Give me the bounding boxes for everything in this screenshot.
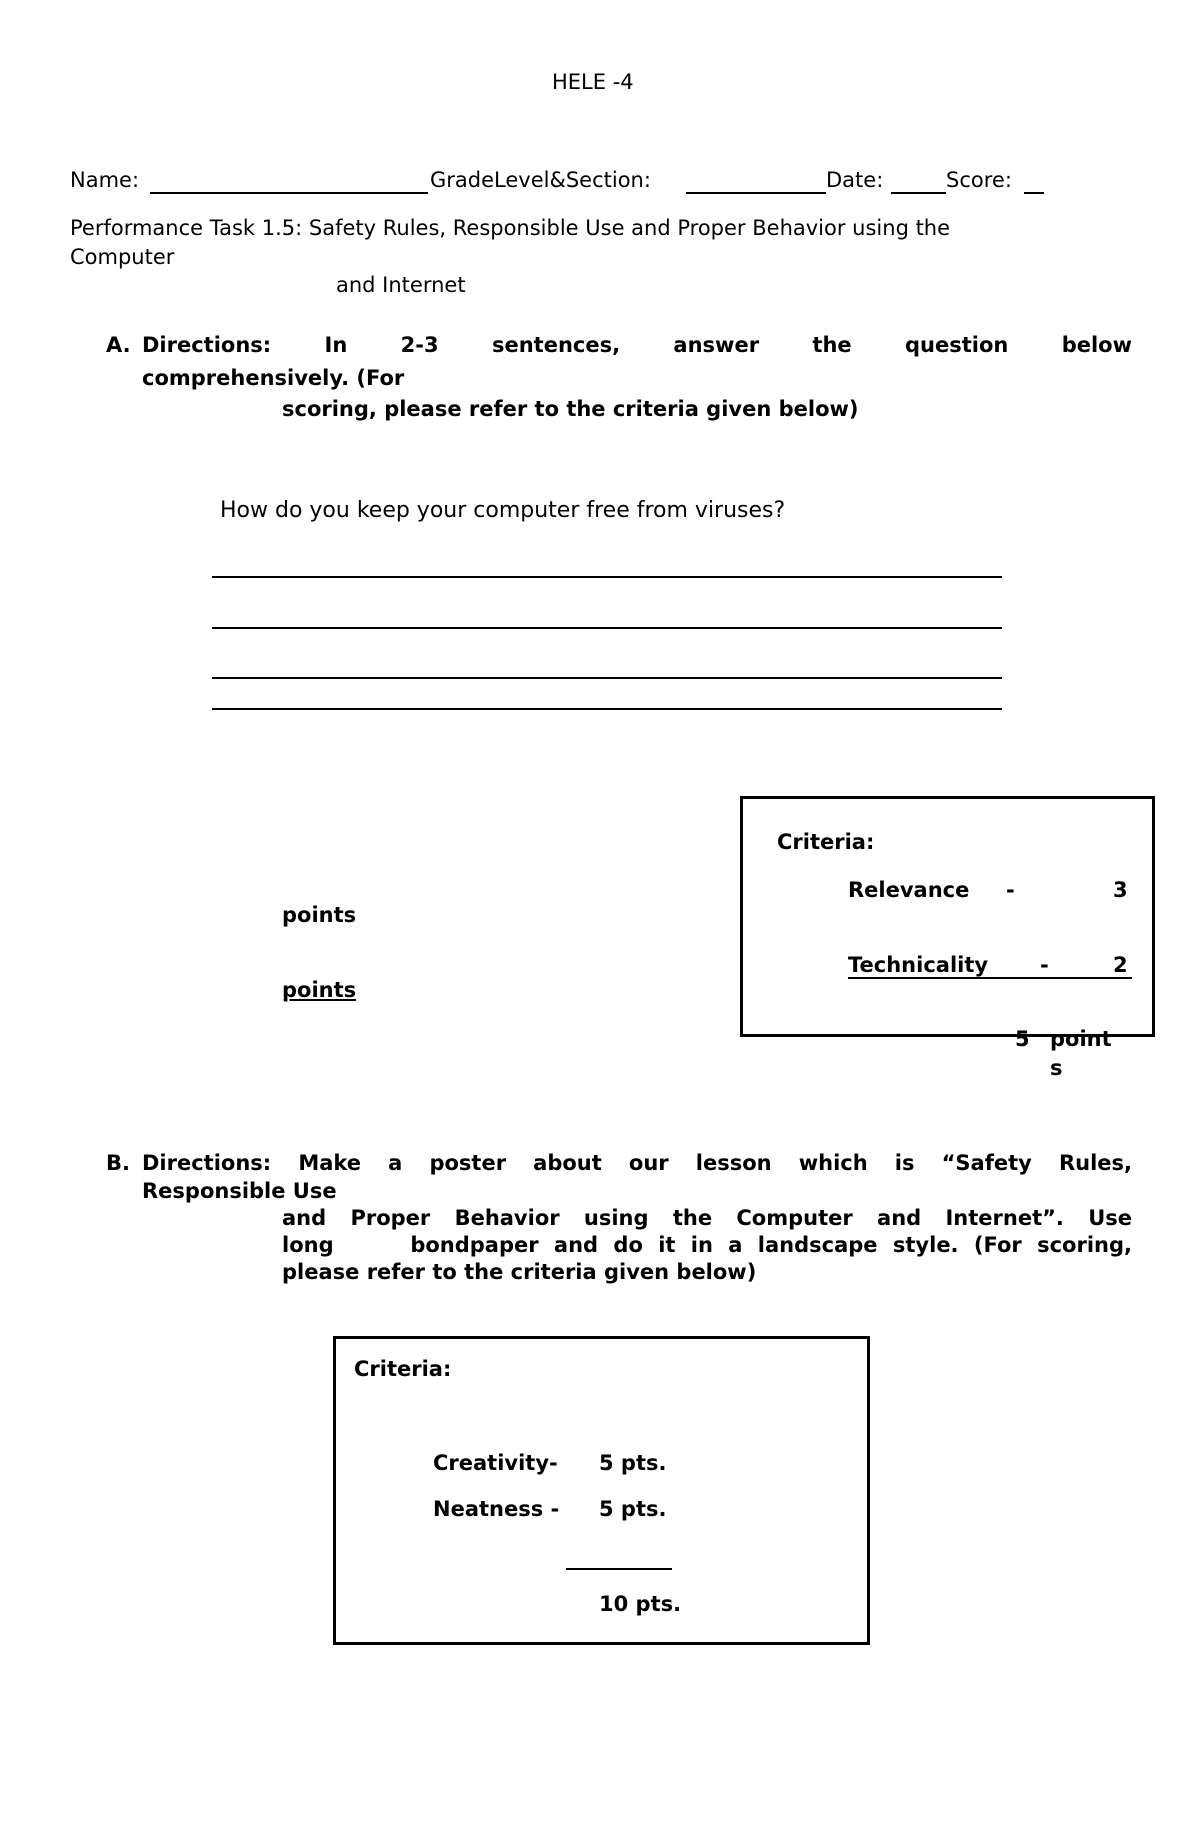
section-a-directions-line-1: Directions: In 2-3 sentences, answer the question below <box>142 333 1132 357</box>
section-b-directions-line-4: long bondpaper and do it in a landscape style. (For scoring, <box>282 1233 1132 1257</box>
criteria-a-technicality-dash: - <box>1040 953 1049 977</box>
task-title-line-3: and Internet <box>336 273 466 297</box>
section-b-directions-line-2: Responsible Use <box>142 1179 337 1203</box>
criteria-a-heading: Criteria: <box>777 830 875 854</box>
date-blank[interactable] <box>891 192 946 194</box>
criteria-b-heading: Criteria: <box>354 1357 452 1381</box>
criteria-a-technicality-value: 2 <box>1113 953 1128 977</box>
task-title-line-2: Computer <box>70 245 175 269</box>
score-label: Score: <box>946 168 1012 192</box>
section-a-marker: A. <box>106 333 131 357</box>
date-label: Date: <box>826 168 884 192</box>
answer-line-2[interactable] <box>212 627 1002 629</box>
criteria-b-total-rule <box>566 1568 672 1570</box>
section-b-directions-line-5: please refer to the criteria given below) <box>282 1260 757 1284</box>
section-b-directions-line-1: Directions: Make a poster about our lesson which is “Safety Rules, <box>142 1151 1132 1175</box>
criteria-a-total-unit: point <box>1050 1027 1112 1051</box>
criteria-a-total-rule <box>848 977 1132 979</box>
criteria-a-relevance-value: 3 <box>1113 878 1128 902</box>
answer-line-3[interactable] <box>212 677 1002 679</box>
criteria-a-relevance-dash: - <box>1006 878 1015 902</box>
answer-line-4[interactable] <box>212 708 1002 710</box>
score-blank[interactable] <box>1024 192 1044 194</box>
criteria-a-total-value: 5 <box>1015 1027 1030 1051</box>
section-a-directions-line-3: scoring, please refer to the criteria given below) <box>282 397 859 421</box>
task-title-line-1: Performance Task 1.5: Safety Rules, Responsible Use and Proper Behavior using the <box>70 216 951 240</box>
criteria-a-total-unit-wrap: s <box>1050 1056 1063 1080</box>
answer-line-1[interactable] <box>212 576 1002 578</box>
question-text: How do you keep your computer free from viruses? <box>220 498 786 523</box>
name-blank[interactable] <box>150 192 428 194</box>
points-label-2: points <box>282 978 357 1002</box>
criteria-b-creativity-value: 5 pts. <box>599 1451 667 1475</box>
criteria-b-creativity: Creativity- <box>433 1451 558 1475</box>
section-b-marker: B. <box>106 1151 130 1175</box>
grade-section-label: GradeLevel&Section: <box>430 168 651 192</box>
criteria-b-neatness: Neatness - <box>433 1497 560 1521</box>
criteria-b-neatness-value: 5 pts. <box>599 1497 667 1521</box>
document-code: HELE -4 <box>552 70 634 94</box>
grade-section-blank[interactable] <box>686 192 826 194</box>
section-a-directions-line-2: comprehensively. (For <box>142 366 405 390</box>
section-b-directions-line-3: and Proper Behavior using the Computer and Internet”. Use <box>282 1206 1132 1230</box>
criteria-a-relevance: Relevance <box>848 878 970 902</box>
criteria-a-technicality: Technicality <box>848 953 989 977</box>
points-label-1: points <box>282 903 357 927</box>
criteria-b-total: 10 pts. <box>599 1592 682 1616</box>
name-label: Name: <box>70 168 140 192</box>
